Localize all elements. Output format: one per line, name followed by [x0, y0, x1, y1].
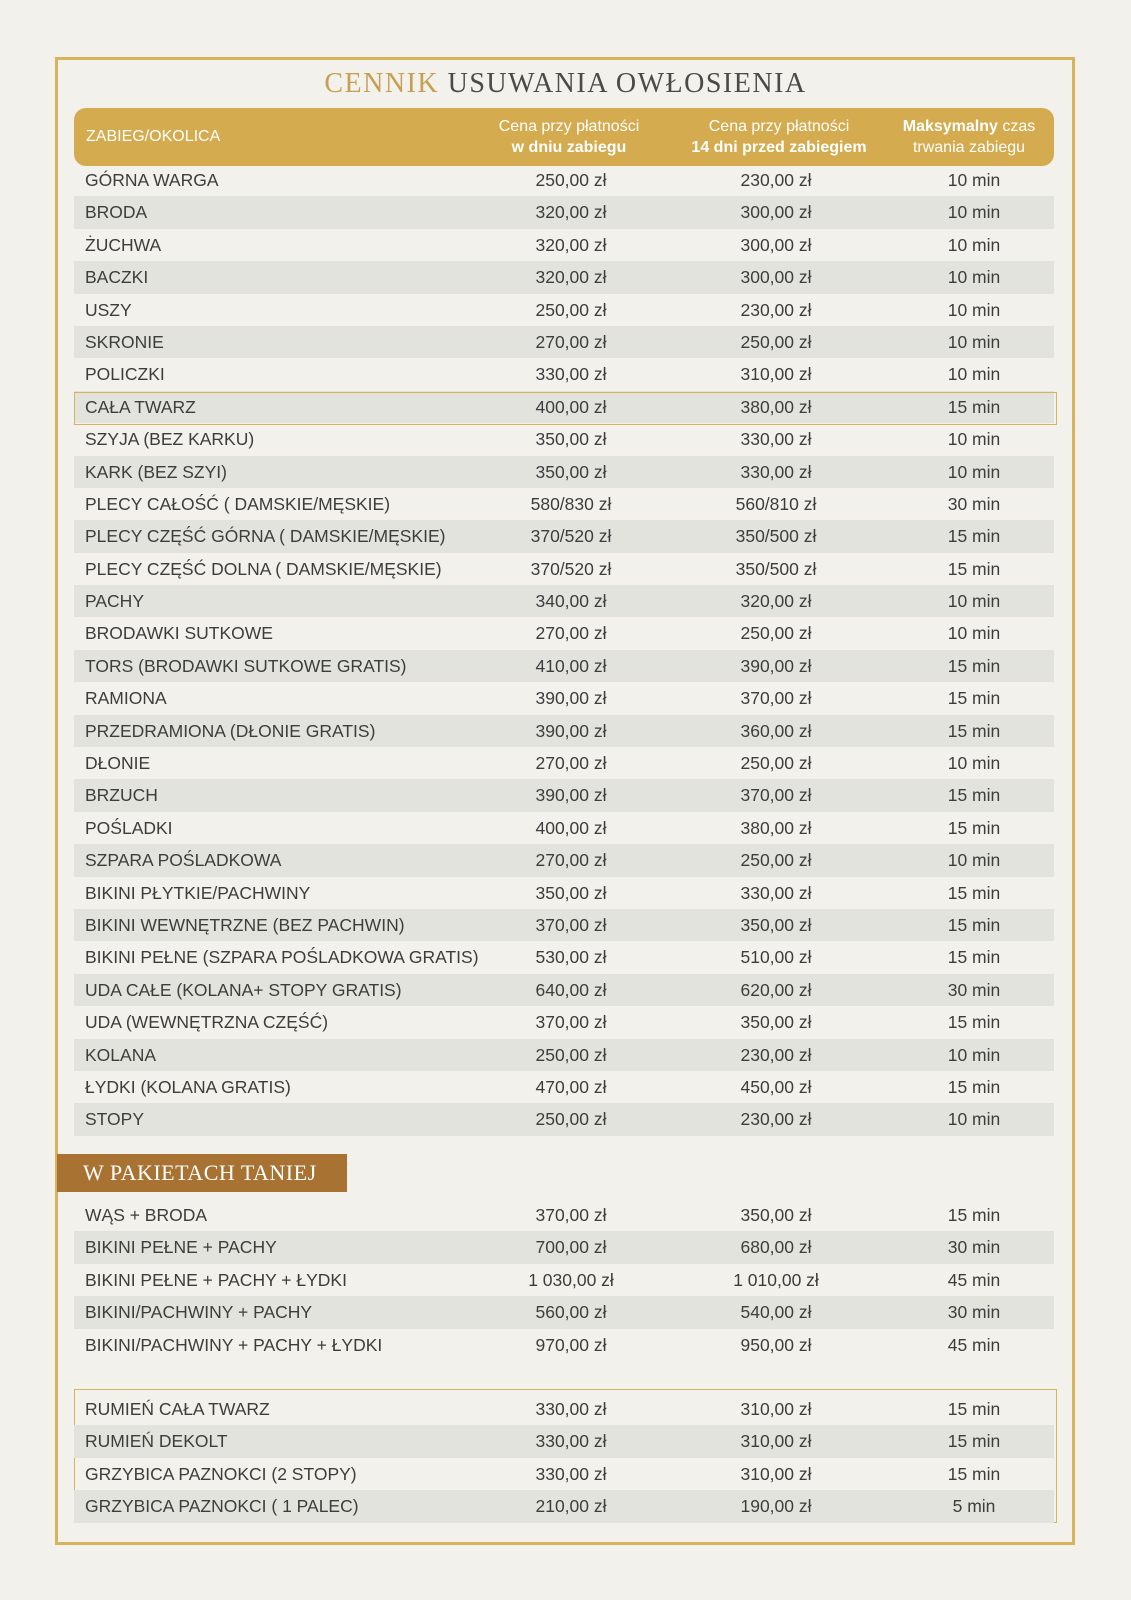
row-duration: 30 min	[947, 1237, 1001, 1258]
row-name: PLECY CZĘŚĆ DOLNA ( DAMSKIE/MĘSKIE)	[85, 558, 442, 579]
row-price-day: 270,00 zł	[535, 623, 607, 644]
row-price-day: 340,00 zł	[535, 591, 607, 612]
row-duration: 10 min	[947, 1044, 1001, 1065]
row-price-day: 370,00 zł	[535, 914, 607, 935]
row-duration: 10 min	[947, 753, 1001, 774]
row-price-14days: 310,00 zł	[740, 1463, 812, 1484]
table-row	[74, 1296, 1054, 1328]
row-name: BIKINI PEŁNE + PACHY	[85, 1237, 277, 1258]
row-duration: 15 min	[947, 1205, 1001, 1225]
table-row	[74, 779, 1054, 811]
table-row	[74, 326, 1054, 358]
table-row	[74, 909, 1054, 941]
row-price-day: 560,00 zł	[535, 1302, 607, 1323]
table-row	[74, 650, 1054, 682]
row-duration: 10 min	[947, 234, 1001, 255]
row-name: BIKINI/PACHWINY + PACHY + ŁYDKI	[85, 1334, 383, 1355]
header-price-day-line2: w dniu zabiegu	[511, 139, 627, 156]
row-price-day: 370/520 zł	[530, 526, 612, 547]
row-price-day: 370,00 zł	[535, 1205, 607, 1225]
row-name: UDA (WEWNĘTRZNA CZĘŚĆ)	[85, 1012, 329, 1033]
row-name: POŚLADKI	[85, 817, 173, 838]
row-name: BACZKI	[85, 267, 149, 288]
row-price-14days: 1 010,00 zł	[733, 1269, 819, 1290]
row-price-14days: 250,00 zł	[740, 331, 812, 352]
row-price-14days: 330,00 zł	[740, 429, 812, 450]
row-price-day: 410,00 zł	[535, 655, 607, 676]
table-row	[74, 1039, 1054, 1071]
row-name: PACHY	[85, 591, 144, 612]
table-row	[74, 196, 1054, 228]
table-row	[74, 877, 1054, 909]
row-duration: 10 min	[947, 461, 1001, 482]
row-name: GRZYBICA PAZNOKCI (2 STOPY)	[85, 1463, 357, 1484]
row-price-day: 270,00 zł	[535, 753, 607, 774]
row-name: BRODAWKI SUTKOWE	[85, 623, 273, 644]
row-name: POLICZKI	[85, 364, 165, 385]
row-price-day: 270,00 zł	[535, 331, 607, 352]
row-duration: 15 min	[947, 396, 1001, 417]
row-name: PLECY CAŁOŚĆ ( DAMSKIE/MĘSKIE)	[85, 493, 391, 514]
table-header	[74, 108, 1054, 166]
row-price-14days: 250,00 zł	[740, 850, 812, 871]
row-price-day: 250,00 zł	[535, 299, 607, 320]
row-price-day: 330,00 zł	[535, 364, 607, 385]
row-duration: 15 min	[947, 1463, 1001, 1484]
row-price-day: 350,00 zł	[535, 882, 607, 903]
row-duration: 10 min	[947, 1109, 1001, 1130]
row-name: TORS (BRODAWKI SUTKOWE GRATIS)	[85, 655, 407, 676]
table-row	[74, 423, 1054, 455]
table-row	[74, 1199, 1054, 1231]
row-duration: 10 min	[947, 850, 1001, 871]
header-name: ZABIEG/OKOLICA	[86, 128, 221, 145]
row-price-day: 530,00 zł	[535, 947, 607, 968]
row-name: RUMIEŃ CAŁA TWARZ	[85, 1399, 270, 1419]
row-name: GÓRNA WARGA	[85, 170, 219, 190]
row-name: BIKINI PEŁNE (SZPARA POŚLADKOWA GRATIS)	[85, 947, 479, 968]
header-price-14days-line2: 14 dni przed zabiegiem	[691, 139, 867, 156]
row-name: ŻUCHWA	[85, 234, 162, 255]
page-title	[0, 68, 1131, 100]
row-duration: 10 min	[947, 202, 1001, 223]
row-price-14days: 560/810 zł	[735, 493, 817, 514]
row-duration: 15 min	[947, 914, 1001, 935]
table-row	[74, 682, 1054, 714]
row-price-day: 250,00 zł	[535, 170, 607, 190]
row-name: BRODA	[85, 202, 148, 223]
table-row	[74, 488, 1054, 520]
row-name: ŁYDKI (KOLANA GRATIS)	[85, 1076, 291, 1097]
row-price-day: 210,00 zł	[535, 1496, 607, 1517]
row-price-14days: 540,00 zł	[740, 1302, 812, 1323]
row-price-day: 970,00 zł	[535, 1334, 607, 1355]
row-name: DŁONIE	[85, 753, 151, 774]
row-name: GRZYBICA PAZNOKCI ( 1 PALEC)	[85, 1496, 359, 1517]
row-name: BIKINI PEŁNE + PACHY + ŁYDKI	[85, 1269, 347, 1290]
row-duration: 15 min	[947, 1431, 1001, 1452]
table-row	[74, 1490, 1054, 1522]
title-rest: USUWANIA OWŁOSIENIA	[447, 68, 807, 99]
row-price-day: 320,00 zł	[535, 267, 607, 288]
table-row	[74, 941, 1054, 973]
row-price-day: 390,00 zł	[535, 720, 607, 741]
row-duration: 15 min	[947, 817, 1001, 838]
row-price-14days: 230,00 zł	[740, 1044, 812, 1065]
table-row	[74, 553, 1054, 585]
table-row	[74, 1071, 1054, 1103]
extra-services-table	[74, 1393, 1054, 1523]
row-duration: 30 min	[947, 493, 1001, 514]
row-price-day: 350,00 zł	[535, 461, 607, 482]
row-price-day: 640,00 zł	[535, 979, 607, 1000]
row-price-14days: 190,00 zł	[740, 1496, 812, 1517]
row-price-day: 700,00 zł	[535, 1237, 607, 1258]
row-price-14days: 380,00 zł	[740, 817, 812, 838]
row-name: STOPY	[85, 1109, 145, 1130]
table-row	[74, 261, 1054, 293]
row-price-14days: 950,00 zł	[740, 1334, 812, 1355]
table-row	[74, 229, 1054, 261]
table-row	[74, 747, 1054, 779]
row-name: SZYJA (BEZ KARKU)	[85, 429, 255, 450]
row-duration: 45 min	[947, 1334, 1001, 1355]
row-price-14days: 390,00 zł	[740, 655, 812, 676]
row-name: UDA CAŁE (KOLANA+ STOPY GRATIS)	[85, 979, 402, 1000]
row-duration: 15 min	[947, 785, 1001, 806]
packages-label: W PAKIETACH TANIEJ	[57, 1154, 347, 1192]
table-row	[74, 1264, 1054, 1296]
table-row	[74, 1393, 1054, 1425]
row-price-day: 470,00 zł	[535, 1076, 607, 1097]
row-duration: 5 min	[952, 1496, 996, 1517]
row-name: RAMIONA	[85, 688, 167, 709]
row-duration: 10 min	[947, 591, 1001, 612]
main-price-table	[74, 164, 1054, 1136]
row-name: WĄS + BRODA	[85, 1205, 208, 1225]
row-price-day: 1 030,00 zł	[528, 1269, 614, 1290]
row-duration: 15 min	[947, 1399, 1001, 1419]
row-duration: 15 min	[947, 655, 1001, 676]
table-row	[74, 585, 1054, 617]
row-duration: 10 min	[947, 170, 1001, 190]
row-price-14days: 330,00 zł	[740, 882, 812, 903]
row-name: SKRONIE	[85, 331, 164, 352]
row-duration: 30 min	[947, 979, 1001, 1000]
row-duration: 30 min	[947, 1302, 1001, 1323]
row-price-day: 320,00 zł	[535, 234, 607, 255]
row-price-14days: 350/500 zł	[735, 558, 817, 579]
row-price-14days: 230,00 zł	[740, 170, 812, 190]
row-price-14days: 450,00 zł	[740, 1076, 812, 1097]
header-price-day	[474, 116, 664, 158]
row-price-14days: 350,00 zł	[740, 914, 812, 935]
table-row	[74, 844, 1054, 876]
table-row	[74, 715, 1054, 747]
row-name: KOLANA	[85, 1044, 156, 1065]
row-duration: 15 min	[947, 720, 1001, 741]
row-duration: 10 min	[947, 623, 1001, 644]
highlight-full-face	[74, 392, 1057, 425]
row-price-14days: 310,00 zł	[740, 1399, 812, 1419]
row-duration: 10 min	[947, 267, 1001, 288]
row-name: SZPARA POŚLADKOWA	[85, 850, 282, 871]
row-price-day: 400,00 zł	[535, 396, 607, 417]
row-name: USZY	[85, 299, 132, 320]
row-price-14days: 300,00 zł	[740, 202, 812, 223]
table-row	[74, 294, 1054, 326]
row-duration: 15 min	[947, 526, 1001, 547]
row-price-day: 580/830 zł	[530, 493, 612, 514]
header-max-time	[889, 116, 1049, 158]
row-price-day: 390,00 zł	[535, 785, 607, 806]
row-duration: 45 min	[947, 1269, 1001, 1290]
row-price-day: 330,00 zł	[535, 1431, 607, 1452]
row-price-14days: 230,00 zł	[740, 299, 812, 320]
table-row	[74, 1458, 1054, 1490]
row-duration: 10 min	[947, 299, 1001, 320]
row-price-day: 250,00 zł	[535, 1044, 607, 1065]
row-price-14days: 300,00 zł	[740, 234, 812, 255]
table-row	[74, 812, 1054, 844]
table-row	[74, 1103, 1054, 1135]
row-price-day: 330,00 zł	[535, 1463, 607, 1484]
header-price-14days	[674, 116, 884, 158]
table-row	[74, 520, 1054, 552]
row-name: RUMIEŃ DEKOLT	[85, 1431, 228, 1452]
table-row	[74, 456, 1054, 488]
row-price-day: 370/520 zł	[530, 558, 612, 579]
row-price-14days: 330,00 zł	[740, 461, 812, 482]
row-duration: 10 min	[947, 429, 1001, 450]
row-price-day: 330,00 zł	[535, 1399, 607, 1419]
row-name: PLECY CZĘŚĆ GÓRNA ( DAMSKIE/MĘSKIE)	[85, 526, 446, 547]
table-row	[74, 1231, 1054, 1263]
row-price-14days: 350,00 zł	[740, 1012, 812, 1033]
row-price-14days: 250,00 zł	[740, 623, 812, 644]
table-row	[74, 974, 1054, 1006]
table-row	[74, 164, 1054, 196]
row-price-14days: 510,00 zł	[740, 947, 812, 968]
row-price-day: 370,00 zł	[535, 1012, 607, 1033]
row-duration: 15 min	[947, 688, 1001, 709]
row-duration: 10 min	[947, 331, 1001, 352]
row-price-day: 350,00 zł	[535, 429, 607, 450]
row-price-14days: 680,00 zł	[740, 1237, 812, 1258]
row-price-day: 270,00 zł	[535, 850, 607, 871]
row-name: CAŁA TWARZ	[85, 396, 196, 417]
row-price-14days: 300,00 zł	[740, 267, 812, 288]
row-duration: 15 min	[947, 1076, 1001, 1097]
table-row	[74, 1425, 1054, 1457]
row-duration: 15 min	[947, 1012, 1001, 1033]
header-price-day-line1: Cena przy płatności	[498, 118, 640, 135]
row-price-14days: 350/500 zł	[735, 526, 817, 547]
row-price-14days: 370,00 zł	[740, 785, 812, 806]
row-price-14days: 320,00 zł	[740, 591, 812, 612]
row-name: KARK (BEZ SZYI)	[85, 461, 227, 482]
row-price-day: 400,00 zł	[535, 817, 607, 838]
row-price-14days: 250,00 zł	[740, 753, 812, 774]
header-max-time-line1: Maksymalny czas	[902, 118, 1036, 135]
row-name: PRZEDRAMIONA (DŁONIE GRATIS)	[85, 720, 376, 741]
row-price-14days: 370,00 zł	[740, 688, 812, 709]
packages-table	[74, 1199, 1054, 1361]
row-duration: 15 min	[947, 947, 1001, 968]
table-row	[74, 358, 1054, 390]
row-price-14days: 310,00 zł	[740, 364, 812, 385]
row-duration: 15 min	[947, 558, 1001, 579]
header-max-time-line2: trwania zabiegu	[912, 139, 1026, 156]
title-accent: CENNIK	[324, 68, 440, 99]
table-row	[74, 617, 1054, 649]
row-price-day: 390,00 zł	[535, 688, 607, 709]
row-price-day: 320,00 zł	[535, 202, 607, 223]
row-price-14days: 360,00 zł	[740, 720, 812, 741]
row-price-14days: 350,00 zł	[740, 1205, 812, 1225]
table-row	[74, 1329, 1054, 1361]
header-price-14days-line1: Cena przy płatności	[708, 118, 850, 135]
row-name: BRZUCH	[85, 785, 158, 806]
row-price-14days: 380,00 zł	[740, 396, 812, 417]
row-name: BIKINI/PACHWINY + PACHY	[85, 1302, 313, 1323]
row-name: BIKINI PŁYTKIE/PACHWINY	[85, 882, 311, 903]
row-price-day: 250,00 zł	[535, 1109, 607, 1130]
row-price-14days: 620,00 zł	[740, 979, 812, 1000]
row-price-14days: 310,00 zł	[740, 1431, 812, 1452]
row-price-14days: 230,00 zł	[740, 1109, 812, 1130]
row-name: BIKINI WEWNĘTRZNE (BEZ PACHWIN)	[85, 914, 405, 935]
table-row	[74, 1006, 1054, 1038]
row-duration: 10 min	[947, 364, 1001, 385]
row-duration: 15 min	[947, 882, 1001, 903]
